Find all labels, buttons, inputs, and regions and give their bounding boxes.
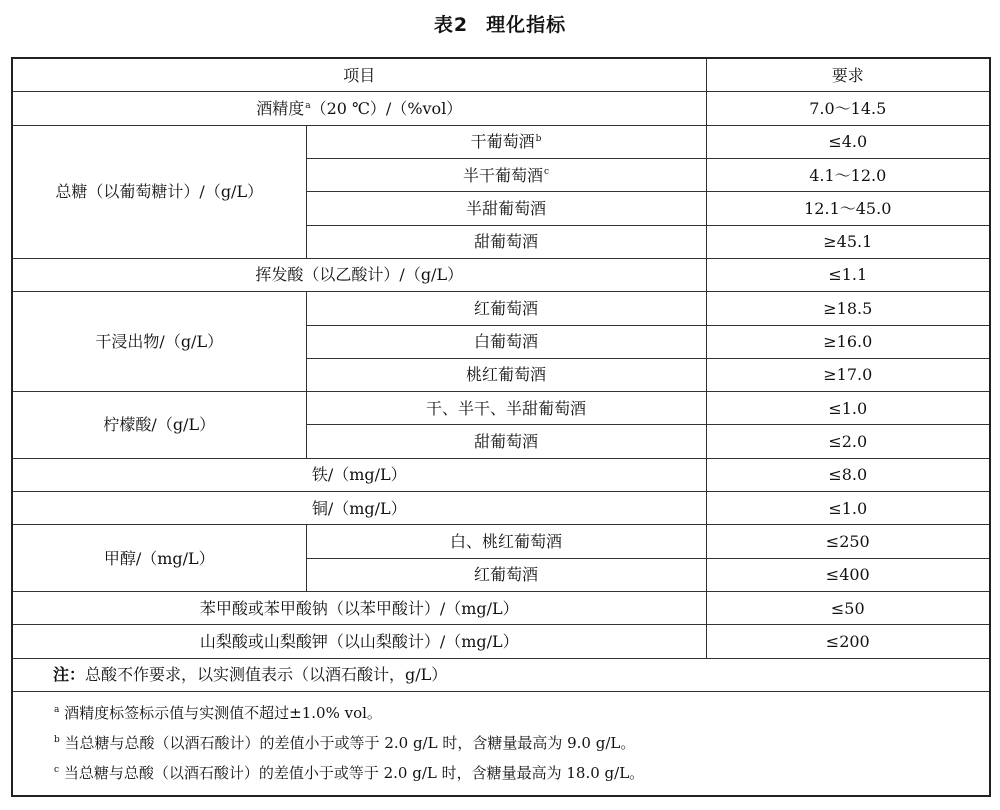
row-value: 12.1～45.0: [706, 192, 990, 225]
table-row: [12, 625, 990, 658]
row-value: ≤4.0: [706, 125, 990, 158]
note-row: [12, 658, 990, 691]
table-row: [12, 392, 990, 425]
row-label-benzoic: 苯甲酸或苯甲酸钠（以苯甲酸计）/（mg/L）: [12, 592, 706, 625]
row-label-alcohol: 酒精度$^a$（20 ℃）/（%vol）: [12, 92, 706, 125]
row-value: 4.1～12.0: [706, 158, 990, 191]
sub-label: 红葡萄酒: [306, 292, 706, 325]
physicochemical-table: [11, 57, 991, 797]
table-row: [12, 592, 990, 625]
row-value: ≤1.0: [706, 492, 990, 525]
row-value: ≤250: [706, 525, 990, 558]
footnote-b: $^b$ 当总糖与总酸（以酒石酸计）的差值小于或等于 2.0 g/L 时，含糖量最高为 9.0 g/L。: [54, 734, 636, 753]
row-label-methanol: 甲醇/（mg/L）: [12, 525, 306, 592]
sub-label: 甜葡萄酒: [306, 425, 706, 458]
row-value: ≤400: [706, 558, 990, 591]
row-value: ≤1.1: [706, 258, 990, 291]
table-note: [12, 658, 990, 691]
row-label-copper: 铜/（mg/L）: [12, 492, 706, 525]
row-value: ≤200: [706, 625, 990, 658]
row-value: ≤50: [706, 592, 990, 625]
row-value: ≤8.0: [706, 458, 990, 491]
table-number: 表2: [433, 14, 469, 36]
row-value: ≥17.0: [706, 358, 990, 391]
sub-label: 白、桃红葡萄酒: [306, 525, 706, 558]
row-value: 7.0～14.5: [706, 92, 990, 125]
table-title: [0, 10, 1000, 37]
table-row: [12, 125, 990, 158]
row-label-volatile-acid: 挥发酸（以乙酸计）/（g/L）: [12, 258, 706, 291]
row-label-total-sugar: 总糖（以葡萄糖计）/（g/L）: [12, 125, 306, 258]
table-row: [12, 525, 990, 558]
row-label-iron: 铁/（mg/L）: [12, 458, 706, 491]
note-label: 注：: [53, 665, 86, 685]
header-requirement: 要求: [706, 58, 990, 92]
table-row: [12, 258, 990, 291]
row-value: ≥16.0: [706, 325, 990, 358]
sub-label: 白葡萄酒: [306, 325, 706, 358]
sub-label: 半干葡萄酒$^c$: [306, 158, 706, 191]
table-row: [12, 292, 990, 325]
row-value: ≤2.0: [706, 425, 990, 458]
row-value: ≥18.5: [706, 292, 990, 325]
header-item: 项目: [12, 58, 706, 92]
sub-label: 半甜葡萄酒: [306, 192, 706, 225]
footnote-mark: c: [543, 167, 550, 178]
table-row: [12, 458, 990, 491]
row-value: ≤1.0: [706, 392, 990, 425]
footnote-a: $^a$ 酒精度标签标示值与实测值不超过±1.0% vol。: [54, 704, 382, 723]
sub-label: 干、半干、半甜葡萄酒: [306, 392, 706, 425]
footnotes: [12, 691, 990, 796]
row-label-dry-extract: 干浸出物/（g/L）: [12, 292, 306, 392]
footnote-c: $^c$ 当总糖与总酸（以酒石酸计）的差值小于或等于 2.0 g/L 时，含糖量最高为 18.0 g/L。: [54, 764, 645, 783]
row-value: ≥45.1: [706, 225, 990, 258]
row-label-citric-acid: 柠檬酸/（g/L）: [12, 392, 306, 459]
sub-label: 甜葡萄酒: [306, 225, 706, 258]
table-row: [12, 492, 990, 525]
sub-label: 桃红葡萄酒: [306, 358, 706, 391]
footnote-mark: a: [305, 100, 311, 111]
note-text: 总酸不作要求，以实测值表示（以酒石酸计，g/L）: [85, 665, 448, 685]
table-header-row: [12, 58, 990, 92]
sub-label: 红葡萄酒: [306, 558, 706, 591]
footnote-mark: b: [535, 133, 542, 144]
sub-label: 干葡萄酒$^b$: [306, 125, 706, 158]
footnote-row: [12, 691, 990, 796]
table-row: [12, 92, 990, 125]
row-label-sorbic: 山梨酸或山梨酸钾（以山梨酸计）/（mg/L）: [12, 625, 706, 658]
table-title-text: 理化指标: [486, 14, 567, 36]
